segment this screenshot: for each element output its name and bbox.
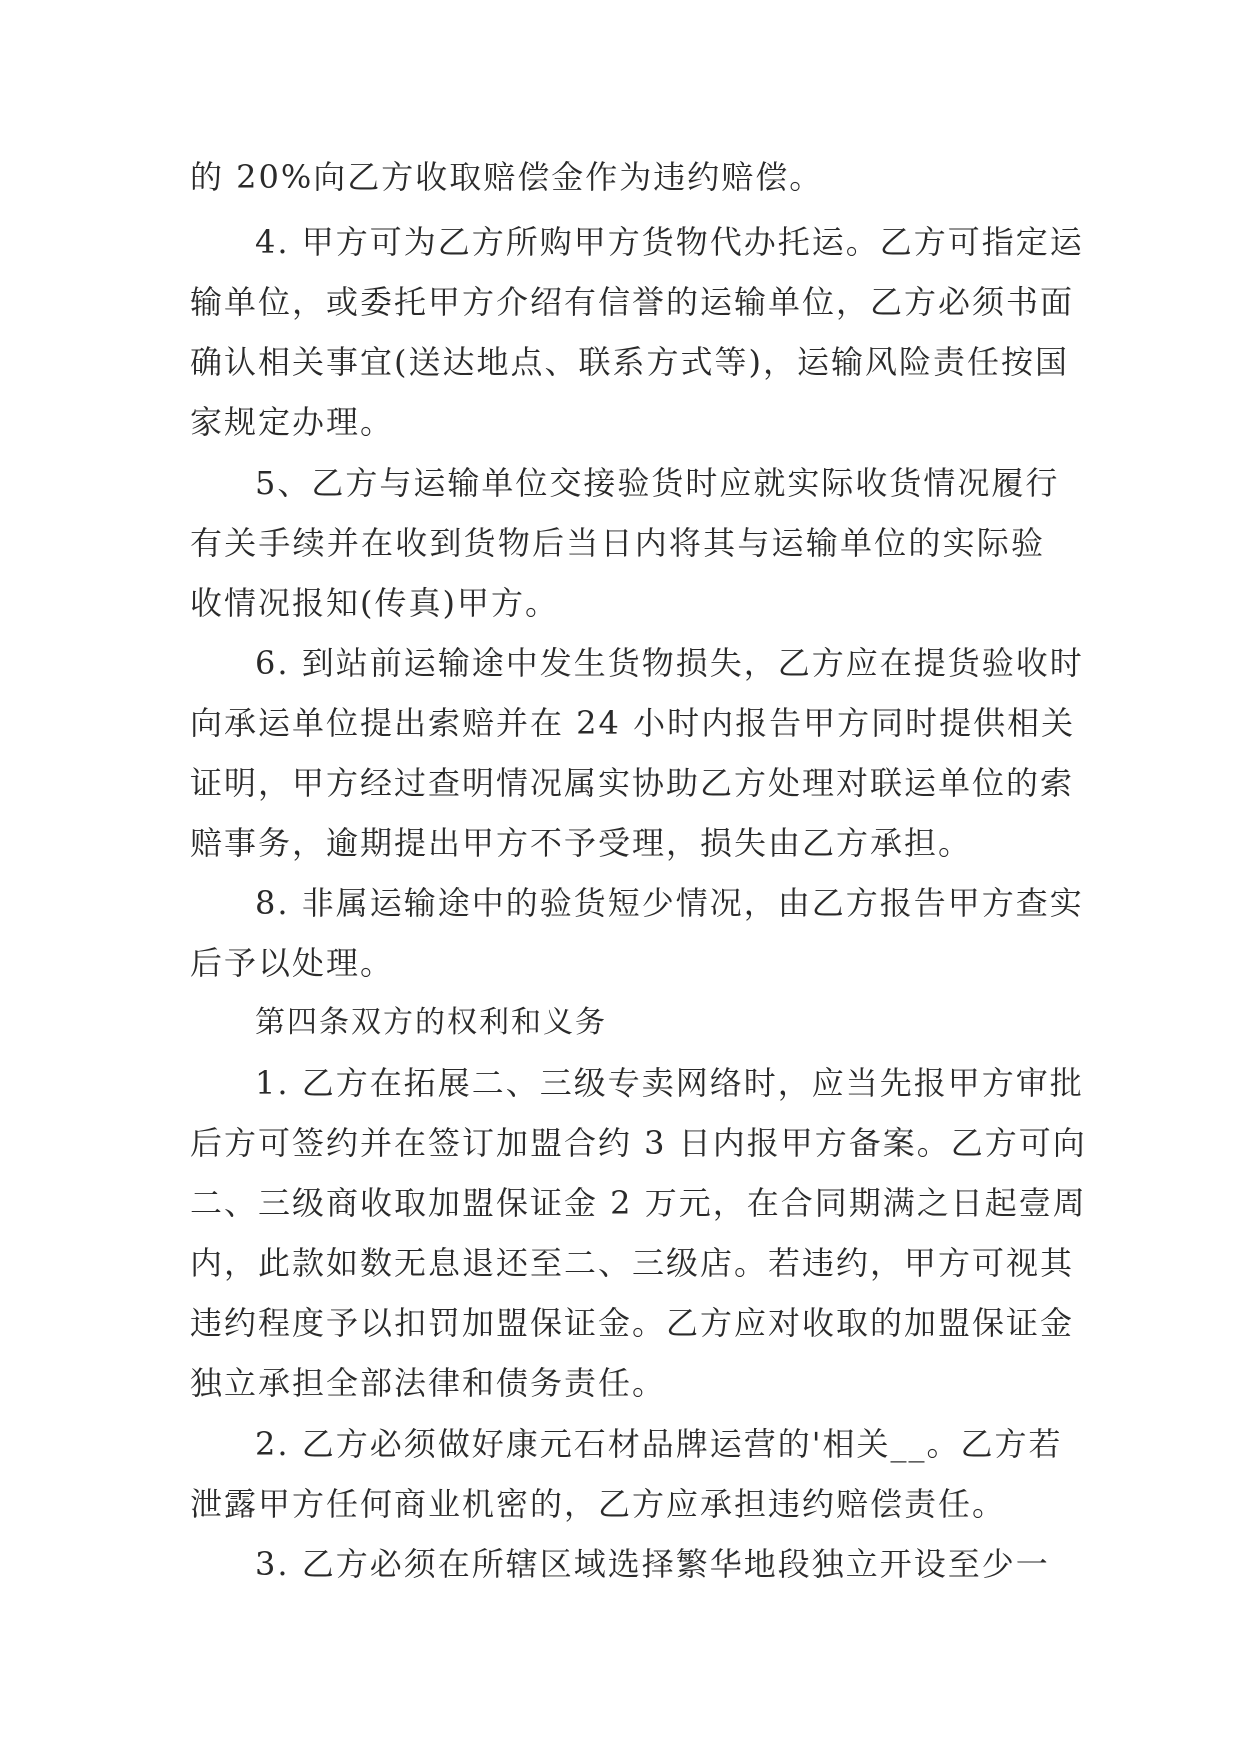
text-line: 独立承担全部法律和债务责任。 — [190, 1364, 667, 1402]
text-line: 有关手续并在收到货物后当日内将其与运输单位的实际验 — [190, 524, 1045, 562]
text-line: 3. 乙方必须在所辖区域选择繁华地段独立开设至少一 — [255, 1545, 1050, 1583]
text-line: 证明，甲方经过查明情况属实协助乙方处理对联运单位的索 — [190, 764, 1075, 802]
text-line: 的 20%向乙方收取赔偿金作为违约赔偿。 — [190, 158, 824, 196]
text-line: 8. 非属运输途中的验货短少情况，由乙方报告甲方查实 — [255, 884, 1084, 922]
text-line: 输单位，或委托甲方介绍有信誉的运输单位，乙方必须书面 — [190, 283, 1075, 321]
text-line: 内，此款如数无息退还至二、三级店。若违约，甲方可视其 — [190, 1244, 1075, 1282]
section-heading: 第四条双方的权利和义务 — [255, 1005, 607, 1040]
text-line: 确认相关事宜(送达地点、联系方式等)，运输风险责任按国 — [190, 343, 1069, 381]
text-line: 后予以处理。 — [190, 944, 395, 982]
text-line: 2. 乙方必须做好康元石材品牌运营的'相关__。乙方若 — [255, 1425, 1063, 1463]
text-line: 二、三级商收取加盟保证金 2 万元，在合同期满之日起壹周 — [190, 1184, 1087, 1222]
text-line: 家规定办理。 — [190, 403, 395, 441]
text-line: 6. 到站前运输途中发生货物损失，乙方应在提货验收时 — [255, 644, 1084, 682]
text-line: 赔事务，逾期提出甲方不予受理，损失由乙方承担。 — [190, 824, 973, 862]
text-line: 1. 乙方在拓展二、三级专卖网络时，应当先报甲方审批 — [255, 1064, 1084, 1102]
text-line: 4. 甲方可为乙方所购甲方货物代办托运。乙方可指定运 — [255, 223, 1084, 261]
text-line: 泄露甲方任何商业机密的，乙方应承担违约赔偿责任。 — [190, 1485, 1007, 1523]
text-line: 向承运单位提出索赔并在 24 小时内报告甲方同时提供相关 — [190, 704, 1076, 742]
text-line: 违约程度予以扣罚加盟保证金。乙方应对收取的加盟保证金 — [190, 1304, 1075, 1342]
text-line: 收情况报知(传真)甲方。 — [190, 584, 559, 622]
text-line: 5、乙方与运输单位交接验货时应就实际收货情况履行 — [255, 464, 1060, 502]
text-line: 后方可签约并在签订加盟合约 3 日内报甲方备案。乙方可向 — [190, 1124, 1087, 1162]
